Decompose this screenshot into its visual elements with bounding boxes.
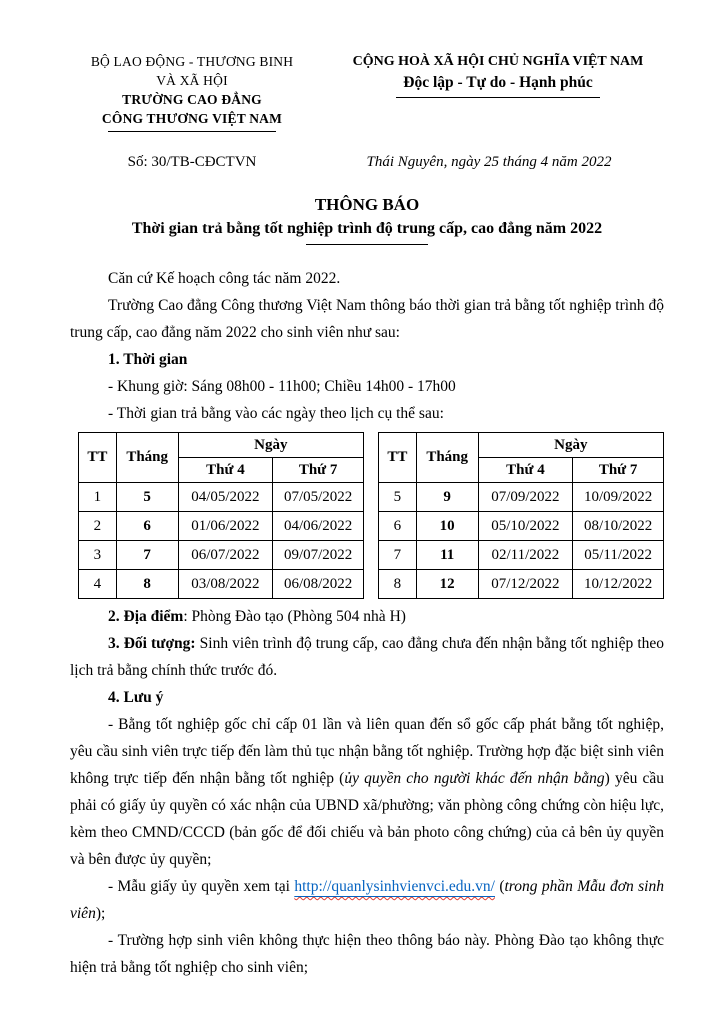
cell-tt: 7 (379, 541, 417, 570)
schedule-table-left (78, 432, 364, 599)
cell-wed-date: 01/06/2022 (178, 512, 273, 541)
section-3-text: Sinh viên trình độ trung cấp, cao đẳng chưa đến nhận bằng tốt nghiệp theo lịch trả bằng chính thức trước đó. (70, 635, 664, 679)
intro-paragraph-2: Trường Cao đẳng Công thương Việt Nam thông báo thời gian trả bằng tốt nghiệp trình độ trung cấp, cao đẳng năm 2022 cho sinh viên như sau: (70, 297, 664, 341)
national-title: CỘNG HOÀ XÃ HỘI CHỦ NGHĨA VIỆT NAM (352, 54, 644, 69)
section-4-heading: 4. Lưu ý (108, 689, 164, 706)
cell-tt: 2 (79, 512, 117, 541)
cell-month: 8 (116, 570, 178, 599)
note-1-italic: ủy quyền cho người khác đến nhận bằng (344, 770, 605, 787)
table-row (79, 570, 364, 599)
table-row (79, 483, 364, 512)
cell-tt: 3 (79, 541, 117, 570)
section-4-note-2 (70, 873, 664, 927)
cell-month: 5 (116, 483, 178, 512)
cell-month: 6 (116, 512, 178, 541)
cell-month: 12 (416, 570, 478, 599)
col-header-month: Tháng (116, 433, 178, 483)
document-header (70, 52, 664, 132)
col-header-tt: TT (379, 433, 417, 483)
cell-tt: 5 (379, 483, 417, 512)
section-2-heading: 2. Địa điểm (108, 608, 184, 625)
cell-wed-date: 07/09/2022 (478, 483, 573, 512)
schedule-tables (78, 432, 664, 599)
note-1-text: - Bằng tốt nghiệp gốc chỉ cấp 01 lần và liên quan đến sổ gốc cấp phát bằng tốt nghiệp, yêu cầu sinh viên trực tiếp đến làm thủ tục nhận bằng tốt nghiệp. Trường hợp đặc biệt sinh viên không trực tiếp đến nhận bằng tốt nghiệp ( (70, 716, 664, 787)
section-1-schedule-lead: - Thời gian trả bằng vào các ngày theo lịch cụ thể sau: (108, 405, 444, 422)
note-2-end: ); (95, 905, 106, 922)
cell-sat-date: 10/09/2022 (573, 483, 664, 512)
place-and-date: Thái Nguyên, ngày 25 tháng 4 năm 2022 (366, 154, 612, 170)
cell-sat-date: 07/05/2022 (273, 483, 364, 512)
col-header-tt: TT (79, 433, 117, 483)
col-header-saturday: Thứ 7 (273, 458, 364, 483)
agency-name-line1: BỘ LAO ĐỘNG - THƯƠNG BINH (90, 54, 294, 69)
section-1-heading: 1. Thời gian (108, 351, 188, 368)
note-2-mid: ( (494, 878, 505, 895)
cell-tt: 8 (379, 570, 417, 599)
header-right-divider (396, 97, 600, 98)
cell-sat-date: 10/12/2022 (573, 570, 664, 599)
table-row (379, 512, 664, 541)
cell-wed-date: 06/07/2022 (178, 541, 273, 570)
section-4-note-1 (70, 711, 664, 873)
col-header-saturday: Thứ 7 (573, 458, 664, 483)
header-left-divider (108, 131, 276, 132)
cell-month: 7 (116, 541, 178, 570)
table-row (379, 483, 664, 512)
note-1-text-end: ) yêu cầu phải có giấy ủy quyền có xác nhận của UBND xã/phường; văn phòng công chứng còn hiệu lực, kèm theo CMND/CCCD (bản gốc để đối chiếu và bản photo công chứng) của cả bên ủy quyền và bên được ủy quyền; (70, 770, 664, 868)
issuing-org-block (70, 52, 314, 132)
document-meta-row (70, 154, 664, 171)
col-header-wednesday: Thứ 4 (178, 458, 273, 483)
cell-month: 9 (416, 483, 478, 512)
col-header-day: Ngày (478, 433, 663, 458)
cell-month: 10 (416, 512, 478, 541)
document-number: Số: 30/TB-CĐCTVN (127, 154, 257, 170)
section-3 (70, 630, 664, 684)
note-2-italic: trong phần Mẫu đơn sinh viên (70, 878, 664, 922)
cell-wed-date: 02/11/2022 (478, 541, 573, 570)
cell-wed-date: 04/05/2022 (178, 483, 273, 512)
notice-title-block (70, 193, 664, 245)
table-row (379, 541, 664, 570)
agency-name-line2: VÀ XÃ HỘI (156, 73, 228, 88)
school-name-line1: TRƯỜNG CAO ĐẲNG (122, 92, 262, 107)
notice-subtitle: Thời gian trả bằng tốt nghiệp trình độ trung cấp, cao đẳng năm 2022 (131, 220, 603, 237)
cell-tt: 6 (379, 512, 417, 541)
section-2 (70, 603, 664, 630)
note-2-lead: - Mẫu giấy ủy quyền xem tại (108, 878, 295, 895)
table-row (79, 541, 364, 570)
schedule-table-right (378, 432, 664, 599)
intro-paragraph-1: Căn cứ Kế hoạch công tác năm 2022. (108, 270, 341, 287)
cell-wed-date: 03/08/2022 (178, 570, 273, 599)
cell-month: 11 (416, 541, 478, 570)
cell-wed-date: 05/10/2022 (478, 512, 573, 541)
national-motto: Độc lập - Tự do - Hạnh phúc (403, 74, 593, 91)
section-2-text: : Phòng Đào tạo (Phòng 504 nhà H) (183, 608, 406, 625)
cell-sat-date: 08/10/2022 (573, 512, 664, 541)
col-header-wednesday: Thứ 4 (478, 458, 573, 483)
cell-sat-date: 09/07/2022 (273, 541, 364, 570)
authorization-form-link[interactable]: http://quanlysinhvienvci.edu.vn/ (294, 878, 495, 895)
national-motto-block (332, 52, 664, 98)
title-divider (306, 244, 428, 245)
col-header-month: Tháng (416, 433, 478, 483)
notice-body (70, 265, 664, 981)
section-4-note-3: - Trường hợp sinh viên không thực hiện theo thông báo này. Phòng Đào tạo không thực hiện trả bằng tốt nghiệp cho sinh viên; (70, 932, 664, 976)
cell-sat-date: 04/06/2022 (273, 512, 364, 541)
school-name-line2: CÔNG THƯƠNG VIỆT NAM (101, 111, 283, 126)
cell-wed-date: 07/12/2022 (478, 570, 573, 599)
section-1-hours: - Khung giờ: Sáng 08h00 - 11h00; Chiều 14h00 - 17h00 (108, 378, 456, 395)
table-row (79, 512, 364, 541)
cell-tt: 4 (79, 570, 117, 599)
table-row (379, 570, 664, 599)
cell-sat-date: 06/08/2022 (273, 570, 364, 599)
section-3-heading: 3. Đối tượng: (108, 635, 196, 652)
notice-title: THÔNG BÁO (314, 195, 420, 214)
col-header-day: Ngày (178, 433, 363, 458)
cell-tt: 1 (79, 483, 117, 512)
cell-sat-date: 05/11/2022 (573, 541, 664, 570)
